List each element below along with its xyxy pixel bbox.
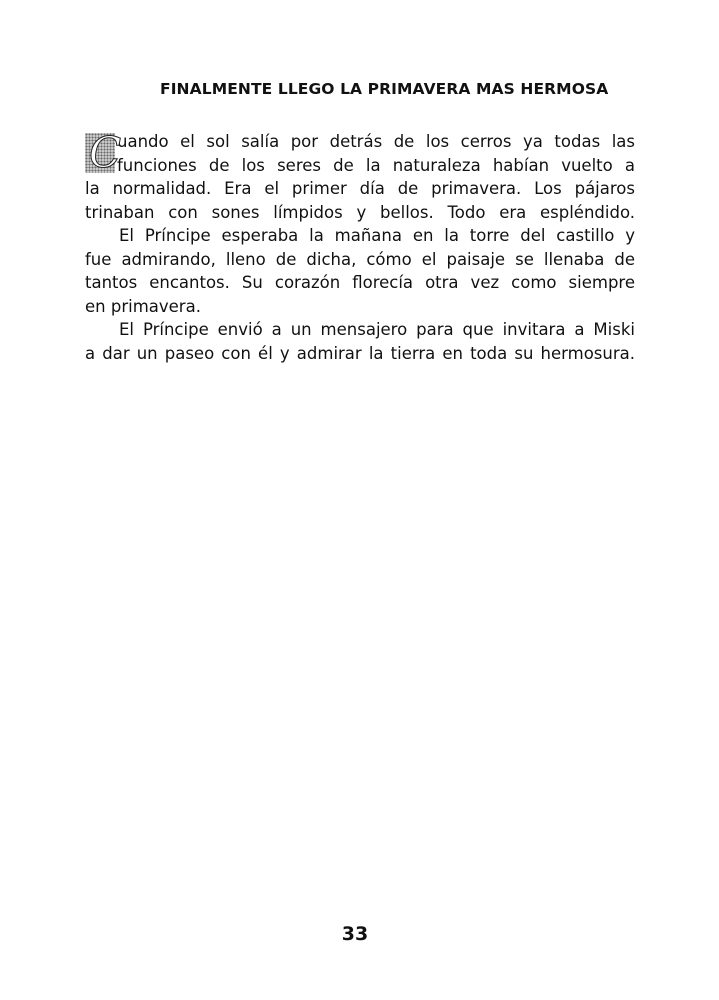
drop-cap [85, 128, 122, 177]
page-number: 33 [341, 923, 369, 945]
paragraph-line: fue admirando, lleno de dicha, cómo el paisaje se llenaba de [85, 249, 635, 269]
chapter-heading: FINALMENTE LLEGO LA PRIMAVERA MAS HERMOSA [160, 80, 609, 98]
paragraph-line: la normalidad. Era el primer día de primavera. Los pájaros [85, 179, 635, 198]
body-text [85, 130, 635, 365]
paragraph-line: a dar un paseo con él y admirar la tierra en toda su hermosura. [85, 343, 635, 363]
drop-cap-letter: C [89, 128, 122, 177]
paragraph-line: en primavera. [85, 296, 201, 316]
paragraph-3 [85, 318, 635, 365]
paragraph-line: El Príncipe esperaba la mañana en la torre del castillo y [119, 226, 635, 245]
paragraph-line: trinaban con sones límpidos y bellos. Todo era espléndido. [85, 202, 635, 222]
paragraph-1 [85, 130, 635, 224]
paragraph-line: tantos encantos. Su corazón florecía otra vez como siempre [85, 273, 635, 292]
paragraph-line: El Príncipe envió a un mensajero para que invitara a Miski [119, 320, 635, 339]
paragraph-2 [85, 224, 635, 318]
paragraph-line: uando el sol salía por detrás de los cerros ya todas las [117, 132, 635, 151]
paragraph-line: funciones de los seres de la naturaleza habían vuelto a [117, 155, 635, 175]
